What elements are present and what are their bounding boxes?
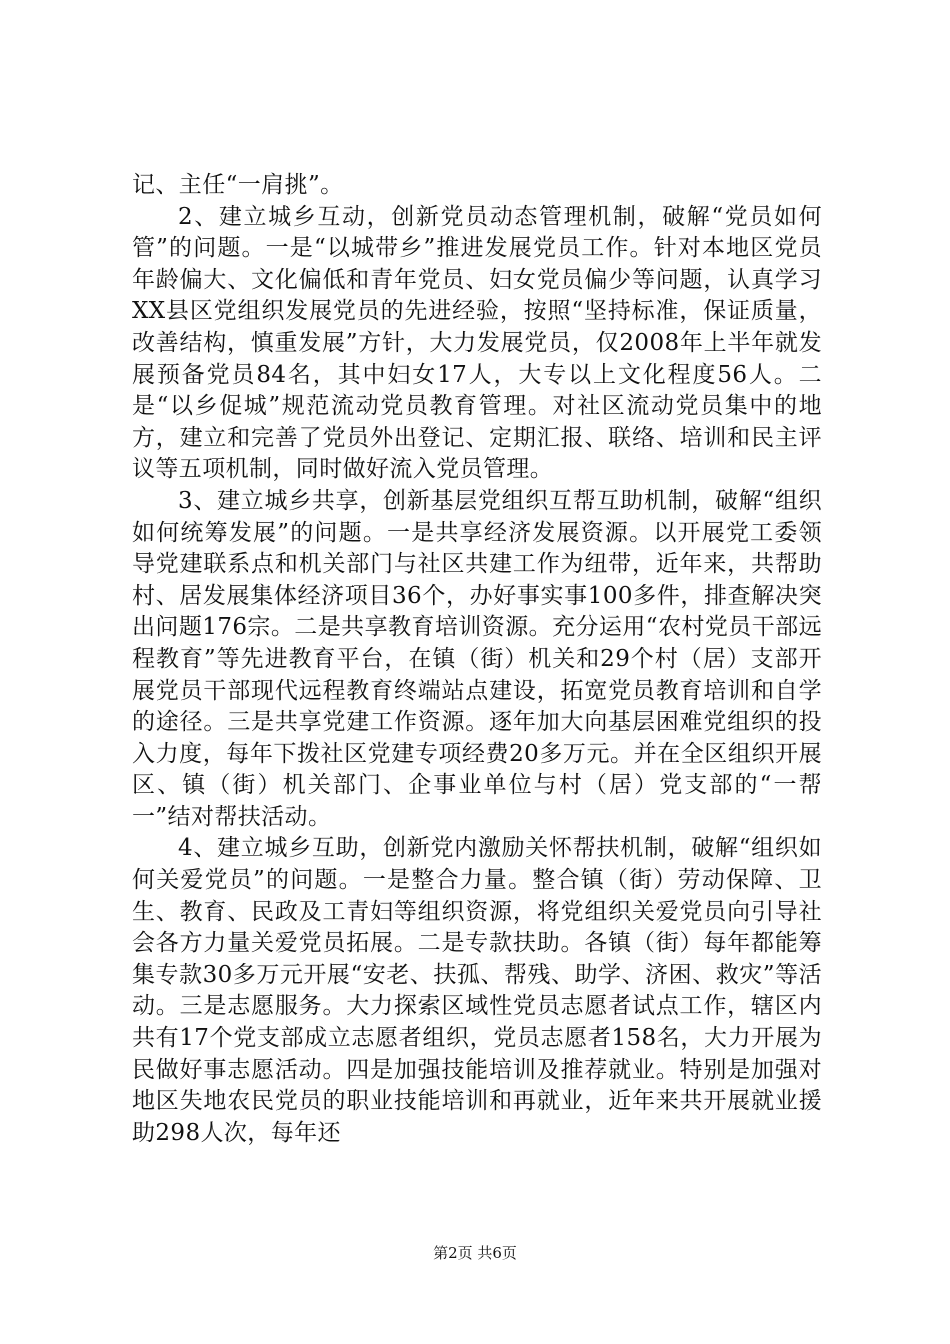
paragraph-urban-rural-mutual-aid: 4、建立城乡互助，创新党内激励关怀帮扶机制，破解“组织如何关爱党员”的问题。一是整合力量。整合镇（街）劳动保障、卫生、教育、民政及工青妇等组织资源，将党组织关爱党员向引导社会各方力量关爱党员拓展。二是专款扶助。各镇（街）每年都能筹集专款30多万元开展“安老、扶孤、帮残、助学、济困、救灾”等活动。三是志愿服务。大力探索区域性党员志愿者试点工作，辖区内共有17个党支部成立志愿者组织，党员志愿者158名，大力开展为民做好事志愿活动。四是加强技能培训及推荐就业。特别是加强对地区失地农民党员的职业技能培训和再就业，近年来共开展就业援助298人次，每年还 xyxy=(132,835,822,1146)
page-number-footer: 第2页 共6页 xyxy=(433,1244,517,1262)
paragraph-urban-rural-interaction: 2、建立城乡互动，创新党员动态管理机制，破解“党员如何管”的问题。一是“以城带乡”推进发展党员工作。针对本地区党员年龄偏大、文化偏低和青年党员、妇女党员偏少等问题，认真学习XX县区党组织发展党员的先进经验，按照“坚持标准，保证质量，改善结构，慎重发展”方针，大力发展党员，仅2008年上半年就发展预备党员84名，其中妇女17人，大专以上文化程度56人。二是“以乡促城”规范流动党员教育管理。对社区流动党员集中的地方，建立和完善了党员外出登记、定期汇报、联络、培训和民主评议等五项机制，同时做好流入党员管理。 xyxy=(132,203,822,483)
document-body xyxy=(132,170,822,1149)
paragraph-continuation: 记、主任“一肩挑”。 xyxy=(132,172,344,198)
paragraph-urban-rural-sharing: 3、建立城乡共享，创新基层党组织互帮互助机制，破解“组织如何统筹发展”的问题。一是共享经济发展资源。以开展党工委领导党建联系点和机关部门与社区共建工作为纽带，近年来，共帮助村、居发展集体经济项目36个，办好事实事100多件，排查解决突出问题176宗。二是共享教育培训资源。充分运用“农村党员干部远程教育”等先进教育平台，在镇（街）机关和29个村（居）支部开展党员干部现代远程教育终端站点建设，拓宽党员教育培训和自学的途径。三是共享党建工作资源。逐年加大向基层困难党组织的投入力度，每年下拨社区党建专项经费20多万元。并在全区组织开展区、镇（街）机关部门、企事业单位与村（居）党支部的“一帮一”结对帮扶活动。 xyxy=(132,487,822,830)
